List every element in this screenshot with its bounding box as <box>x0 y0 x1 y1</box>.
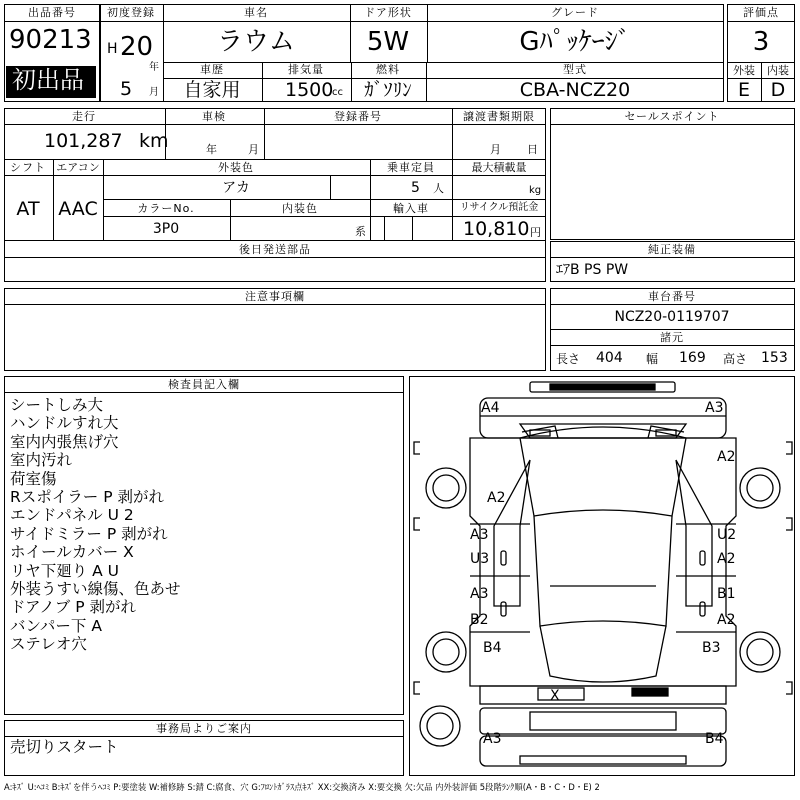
grade-label: グレード <box>551 6 599 19</box>
mark-door-rl-1: A3 <box>470 586 489 602</box>
mark-door-rr-1: B1 <box>717 586 736 602</box>
mileage: 101,287 <box>44 130 123 152</box>
grade: Gﾊﾟｯｹｰｼﾞ <box>519 27 631 57</box>
genuine-equipment: ｴｱB PS PW <box>556 262 629 278</box>
transfer-day-unit: 日 <box>527 143 538 156</box>
history-label: 車歴 <box>200 63 224 76</box>
first-reg-label: 初度登録 <box>107 6 155 19</box>
shift: AT <box>16 198 40 220</box>
mark-front-left: A4 <box>481 400 500 416</box>
mark-front-right: A3 <box>705 400 724 416</box>
inspector-line: リヤ下廻り A U <box>10 561 119 580</box>
first-reg-year: 20 <box>120 32 154 62</box>
score-label: 評価点 <box>743 6 779 19</box>
first-listing-text: 初出品 <box>12 66 84 94</box>
mark-rear-x: X <box>550 688 560 704</box>
sales-point-label: セールスポイント <box>624 110 720 123</box>
model: CBA-NCZ20 <box>519 79 631 101</box>
lot-number: 90213 <box>9 25 92 55</box>
inspector-line: 荷室傷 <box>10 469 57 488</box>
recycle: 10,810 <box>463 218 530 240</box>
recycle-label: リサイクル預託金 <box>459 202 539 213</box>
capacity-unit: 人 <box>433 182 444 195</box>
chassis-number: NCZ20-0119707 <box>614 309 730 325</box>
first-reg-era: H <box>107 41 118 57</box>
mileage-unit: km <box>139 130 169 152</box>
mark-fender-right: A2 <box>717 449 736 465</box>
mark-door-rl-2: B2 <box>470 612 489 628</box>
inspection-label: 車検 <box>202 110 226 123</box>
legend: A:ｷｽﾞ U:ﾍｺﾐ B:ｷｽﾞを伴うﾍｺﾐ P:要塗装 W:補修跡 S:錆 C:腐食、穴 G:ﾌﾛﾝﾄｶﾞﾗｽ点ｷｽﾞ XX:交換済み X:要交換 欠:欠品 内外装評価 5段階ﾗﾝｸ順(A・B・C・D・E) 2 <box>4 782 600 792</box>
mark-door-fr-2: A2 <box>717 551 736 567</box>
office-message: 売切りスタート <box>10 738 119 756</box>
inspector-line: バンパー下 A <box>10 616 102 635</box>
lot-label: 出品番号 <box>28 6 76 19</box>
inspector-line: ドアノブ P 剥がれ <box>10 598 136 617</box>
office-label: 事務局よりご案内 <box>156 722 252 735</box>
inspector-notes <box>10 396 181 654</box>
int-score-label: 内装 <box>767 64 789 77</box>
inspector-line: 外装うすい線傷、色あせ <box>10 580 181 599</box>
mark-rear-right: B4 <box>705 731 724 747</box>
inspection-month-unit: 月 <box>248 143 259 156</box>
inspector-line: ハンドルすれ大 <box>10 414 119 433</box>
fuel-label: 燃料 <box>376 63 400 76</box>
int-color-unit: 系 <box>355 225 366 238</box>
ext-color: アカ <box>222 180 250 196</box>
mark-quarter-left: B4 <box>483 640 502 656</box>
length: 404 <box>596 350 623 366</box>
capacity-label: 乗車定員 <box>387 161 435 174</box>
width: 169 <box>679 350 706 366</box>
plate-label: 登録番号 <box>334 110 382 123</box>
height: 153 <box>761 350 788 366</box>
mark-door-fr-1: U2 <box>717 527 737 543</box>
notes-label: 注意事項欄 <box>245 290 305 303</box>
ext-score-label: 外装 <box>733 64 755 77</box>
inspector-line: シートしみ大 <box>10 396 104 414</box>
aircon-label: エアコン <box>56 161 100 174</box>
door-type: 5W <box>366 27 410 57</box>
inspector-line: 室内汚れ <box>10 451 73 470</box>
recycle-unit: 円 <box>530 226 541 239</box>
import-label: 輸入車 <box>393 202 429 215</box>
length-label: 長さ <box>556 352 581 366</box>
first-reg-year-unit: 年 <box>149 62 159 73</box>
ext-score: E <box>737 79 751 101</box>
shift-label: シフト <box>10 161 46 174</box>
inspector-line: 室内内張焦げ穴 <box>10 432 119 451</box>
mark-rear-left: A3 <box>483 731 502 747</box>
color-no: 3P0 <box>152 221 180 237</box>
width-label: 幅 <box>646 352 659 366</box>
dims-label: 諸元 <box>660 331 684 344</box>
inspector-line: エンドパネル U 2 <box>10 506 134 525</box>
int-color-label: 内装色 <box>282 202 318 215</box>
displacement-label: 排気量 <box>288 63 324 76</box>
aircon: AAC <box>58 198 98 220</box>
fuel: ｶﾞｿﾘﾝ <box>364 79 412 101</box>
door-label: ドア形状 <box>364 6 412 19</box>
mark-door-rr-2: A2 <box>717 612 736 628</box>
sales-point-box <box>550 108 795 240</box>
score-value: 3 <box>752 27 770 57</box>
first-reg-month-unit: 月 <box>149 87 159 98</box>
capacity: 5 <box>411 180 420 196</box>
mark-door-fl-2: U3 <box>470 551 490 567</box>
car-name-label: 車名 <box>244 6 268 19</box>
transfer-month-unit: 月 <box>490 143 501 156</box>
mark-quarter-right: B3 <box>702 640 721 656</box>
inspector-label: 検査員記入欄 <box>168 378 240 391</box>
int-score: D <box>770 79 786 101</box>
displacement: 1500 <box>285 79 334 101</box>
height-label: 高さ <box>723 352 748 366</box>
inspector-line: サイドミラー P 剥がれ <box>10 524 168 543</box>
displacement-unit: cc <box>332 87 343 98</box>
later-parts-label: 後日発送部品 <box>239 243 311 256</box>
ext-color-label: 外装色 <box>218 161 254 174</box>
genuine-label: 純正装備 <box>648 243 696 256</box>
model-label: 型式 <box>563 63 587 76</box>
max-load-label: 最大積載量 <box>471 161 527 174</box>
inspection-year-unit: 年 <box>206 143 217 156</box>
inspector-line: ステレオ穴 <box>10 635 87 654</box>
car-damage-diagram <box>410 376 796 776</box>
max-load-unit: kg <box>529 185 542 196</box>
mileage-label: 走行 <box>72 110 96 123</box>
inspector-line: Rスポイラー P 剥がれ <box>10 488 164 507</box>
transfer-label: 譲渡書類期限 <box>463 110 535 123</box>
mark-fender-left: A2 <box>487 490 506 506</box>
car-name: ラウム <box>217 27 295 57</box>
color-no-label: カラーNo. <box>137 202 195 215</box>
first-reg-month: 5 <box>120 78 133 100</box>
chassis-label: 車台番号 <box>648 290 696 303</box>
inspector-line: ホイールカバー X <box>10 543 134 562</box>
history: 自家用 <box>183 79 241 101</box>
mark-door-fl-1: A3 <box>470 527 489 543</box>
